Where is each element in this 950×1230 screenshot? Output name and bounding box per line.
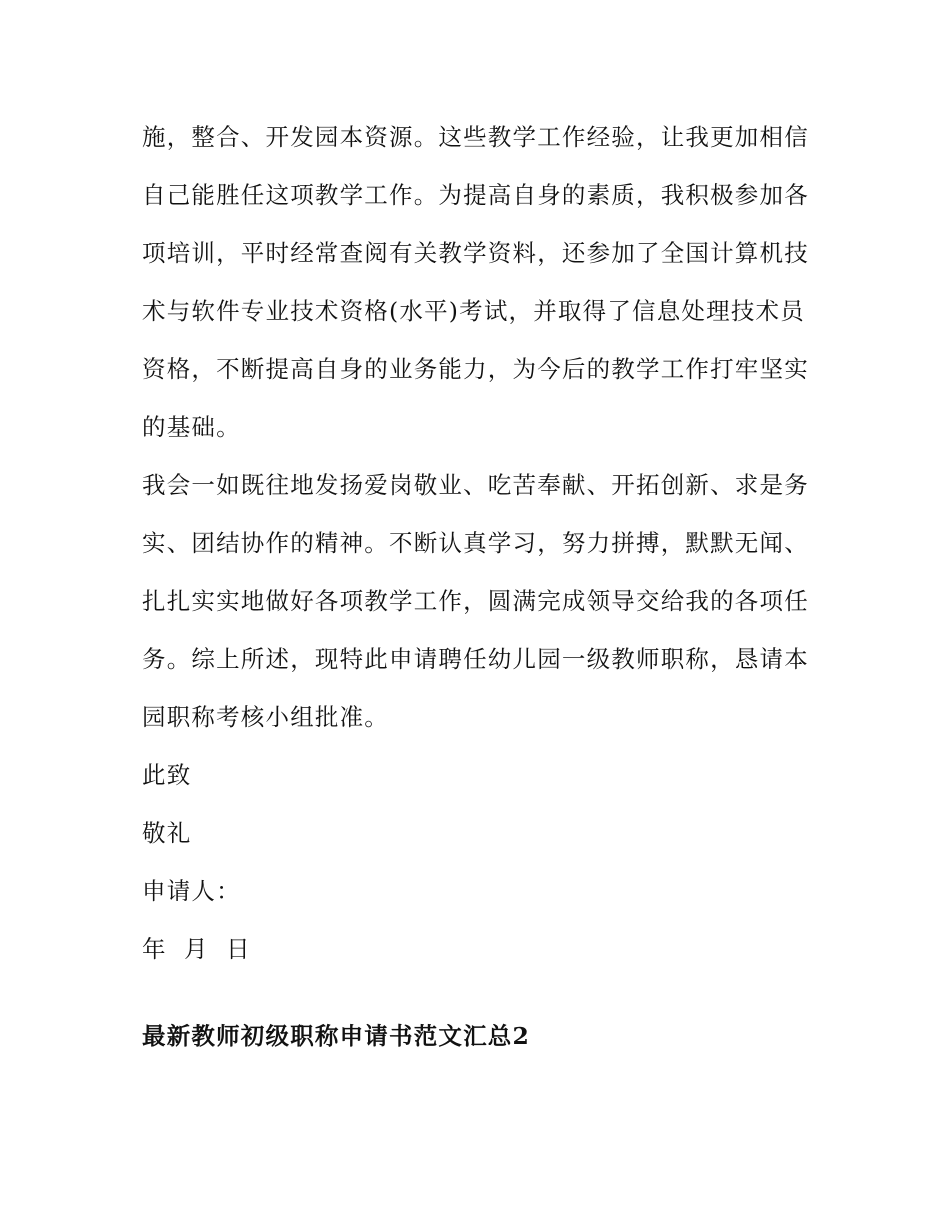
closing-salutation: 此致 <box>142 761 192 789</box>
text-line: 自己能胜任这项教学工作。为提高自身的素质，我积极参加各 <box>142 181 809 209</box>
text-line: 资格，不断提高自身的业务能力，为今后的教学工作打牢坚实 <box>142 355 809 383</box>
text-line: 扎扎实实地做好各项教学工作，圆满完成领导交给我的各项任 <box>142 587 809 615</box>
text-line: 施，整合、开发园本资源。这些教学工作经验，让我更加相信 <box>142 123 809 151</box>
applicant-signature-line: 申请人： <box>142 877 241 905</box>
text-line: 实、团结协作的精神。不断认真学习，努力拼搏，默默无闻、 <box>142 529 809 557</box>
text-line: 我会一如既往地发扬爱岗敬业、吃苦奉献、开拓创新、求是务 <box>142 471 809 499</box>
text-line: 务。综上所述，现特此申请聘任幼儿园一级教师职称，恳请本 <box>142 645 809 673</box>
text-line: 项培训，平时经常查阅有关教学资料，还参加了全国计算机技 <box>142 239 809 267</box>
text-line: 术与软件专业技术资格(水平)考试，并取得了信息处理技术员 <box>142 297 805 325</box>
paragraph-commitment <box>142 456 817 746</box>
section-heading: 最新教师初级职称申请书范文汇总2 <box>142 1022 531 1050</box>
letter-body <box>142 108 817 978</box>
closing-regards: 敬礼 <box>142 819 192 847</box>
paragraph-qualifications <box>142 108 817 456</box>
text-line: 的基础。 <box>142 413 241 441</box>
date-line: 年 月 日 <box>142 935 251 963</box>
text-line: 园职称考核小组批准。 <box>142 703 389 731</box>
